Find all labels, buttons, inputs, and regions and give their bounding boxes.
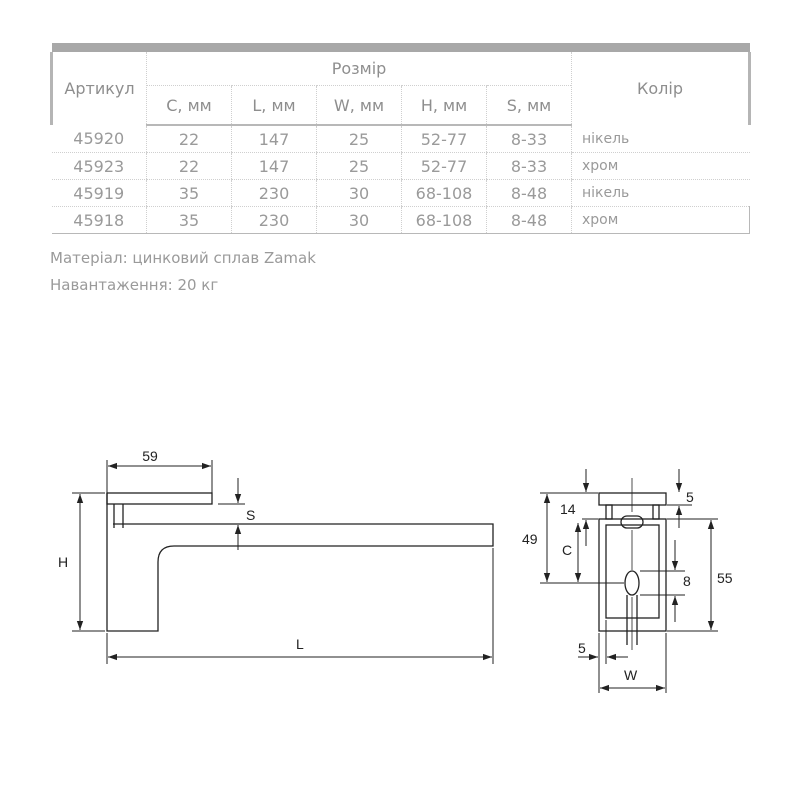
label-s: S: [246, 507, 256, 523]
front-body: [599, 519, 666, 631]
cell-w: 25: [317, 125, 402, 153]
cell-l: 147: [232, 153, 317, 180]
front-view: [599, 493, 666, 645]
cell-l: 230: [232, 207, 317, 234]
cell-s: 8-33: [487, 125, 572, 153]
cell-h: 68-108: [402, 180, 487, 207]
cell-c: 22: [147, 153, 232, 180]
header-size: Розмір: [331, 59, 387, 78]
cell-c: 35: [147, 207, 232, 234]
cell-article: 45923: [52, 153, 147, 180]
header-l: L, мм: [232, 86, 317, 126]
front-top-tab: [606, 505, 612, 519]
header-w: W, мм: [317, 86, 402, 126]
label-c: C: [562, 542, 573, 558]
front-lower-hole: [625, 571, 639, 595]
label-49: 49: [522, 531, 538, 547]
cell-color: хром: [572, 207, 750, 234]
cell-h: 68-108: [402, 207, 487, 234]
label-5-top: 5: [686, 489, 694, 505]
header-c: C, мм: [147, 86, 232, 126]
cell-l: 147: [232, 125, 317, 153]
cell-c: 35: [147, 180, 232, 207]
side-dimensions: [72, 460, 493, 664]
header-h: H, мм: [402, 86, 487, 126]
front-top-tab: [653, 505, 659, 519]
cell-s: 8-33: [487, 153, 572, 180]
cell-c: 22: [147, 125, 232, 153]
label-w: W: [624, 667, 638, 683]
label-55: 55: [717, 570, 733, 586]
material-note: Матеріал: цинковий сплав Zamak: [50, 249, 316, 267]
front-upper-slot: [621, 516, 643, 528]
label-14: 14: [560, 501, 576, 517]
cell-article: 45919: [52, 180, 147, 207]
label-59: 59: [142, 448, 158, 464]
label-h: H: [58, 554, 69, 570]
label-5-bottom: 5: [578, 640, 586, 656]
cell-h: 52-77: [402, 153, 487, 180]
cell-w: 30: [317, 180, 402, 207]
cell-w: 25: [317, 153, 402, 180]
front-top-plate: [599, 493, 666, 505]
cell-color: хром: [572, 153, 750, 180]
cell-article: 45920: [52, 125, 147, 153]
header-color: Колір: [572, 52, 750, 125]
cell-color: нікель: [572, 180, 750, 207]
label-8: 8: [683, 573, 691, 589]
cell-s: 8-48: [487, 207, 572, 234]
side-top-plate: [107, 493, 212, 504]
cell-s: 8-48: [487, 180, 572, 207]
cell-color: нікель: [572, 125, 750, 153]
cell-h: 52-77: [402, 125, 487, 153]
header-article: Артикул: [52, 52, 147, 125]
load-note: Навантаження: 20 кг: [50, 276, 219, 294]
side-view: [107, 493, 493, 631]
side-body-outline: [107, 493, 493, 631]
cell-article: 45918: [52, 207, 147, 234]
header-s: S, мм: [487, 86, 572, 126]
cell-l: 230: [232, 180, 317, 207]
label-l: L: [296, 636, 304, 652]
cell-w: 30: [317, 207, 402, 234]
